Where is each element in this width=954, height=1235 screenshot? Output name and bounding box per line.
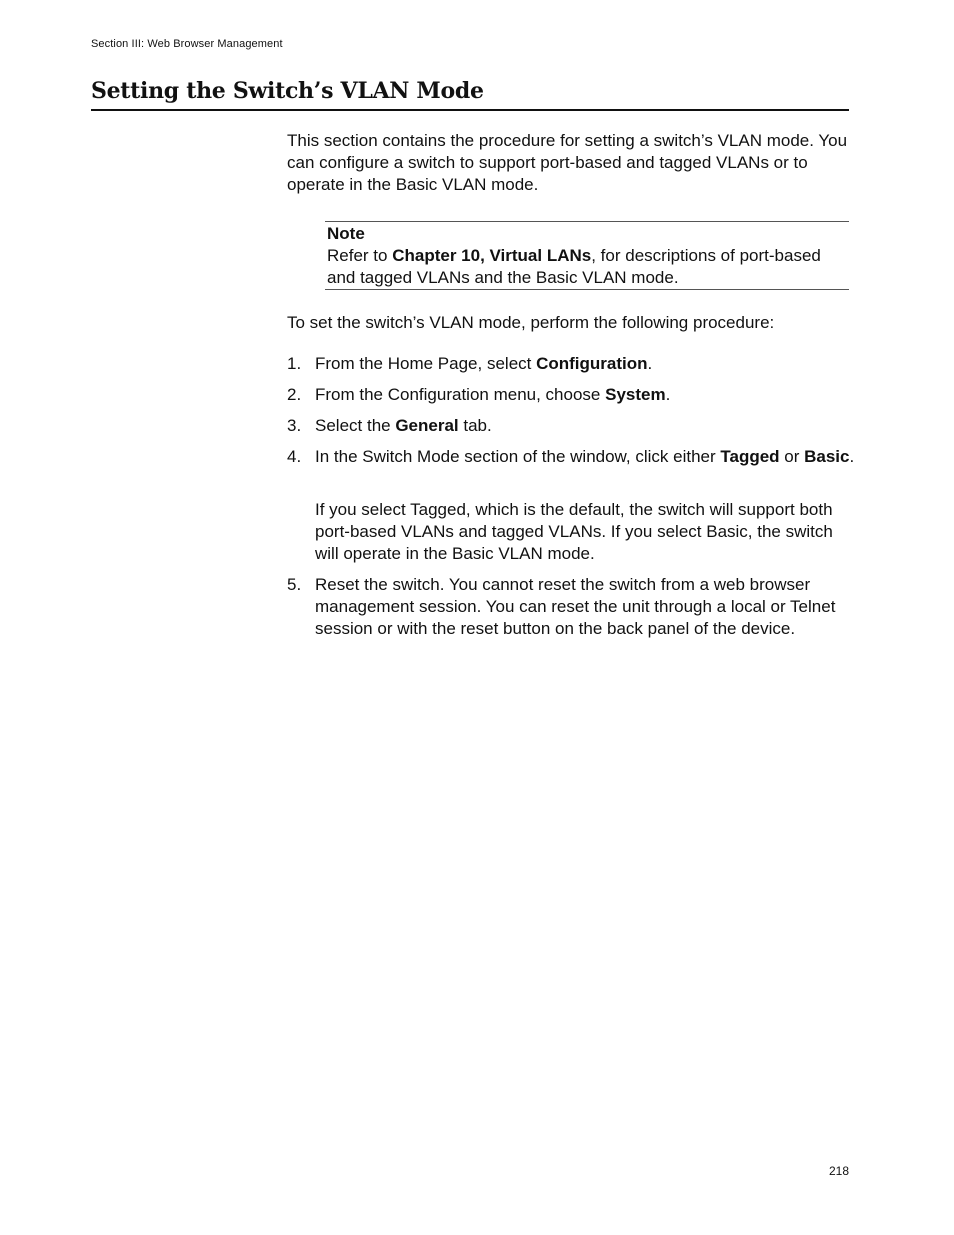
- menu-term: General: [395, 416, 459, 435]
- note-box: [325, 221, 849, 290]
- note-text: [327, 245, 849, 289]
- step-number: 2.: [287, 385, 302, 404]
- intro-paragraph: This section contains the procedure for setting a switch’s VLAN mode. You can configure a switch to support port-based and tagged VLANs or to operate in the Basic VLAN mode.: [287, 131, 848, 194]
- procedure-intro: To set the switch’s VLAN mode, perform the following procedure:: [287, 313, 775, 332]
- step-text-post: .: [647, 354, 653, 373]
- step-text-post: .: [849, 447, 855, 466]
- note-heading: Note: [327, 224, 365, 243]
- running-head: Section III: Web Browser Management: [91, 38, 283, 50]
- section-title: Setting the Switch’s VLAN Mode: [91, 78, 484, 104]
- title-rule: [91, 109, 849, 111]
- step-text-pre: Select the: [315, 416, 396, 435]
- step-number: 4.: [287, 447, 302, 466]
- menu-term: Basic: [804, 447, 850, 466]
- step-text-pre: From the Configuration menu, choose: [315, 385, 606, 404]
- step-text: [315, 384, 855, 406]
- step-number: 5.: [287, 575, 302, 594]
- menu-term: Configuration: [536, 354, 648, 373]
- step-text: [315, 446, 855, 468]
- step-number: 3.: [287, 416, 302, 435]
- step-text-pre: In the Switch Mode section of the window, click either: [315, 447, 721, 466]
- menu-term: Tagged: [720, 447, 780, 466]
- step-text-pre: From the Home Page, select: [315, 354, 537, 373]
- note-text-pre: Refer to: [327, 246, 393, 265]
- step-text: [315, 353, 855, 375]
- page-number: 218: [829, 1164, 850, 1178]
- step-number: 1.: [287, 354, 302, 373]
- step-text: [315, 415, 855, 437]
- step-text-post: .: [665, 385, 671, 404]
- step-text-post: tab.: [458, 416, 492, 435]
- step-text-mid: or: [779, 447, 805, 466]
- note-text-post: , for descriptions of port-based and tagged VLANs and the Basic VLAN mode.: [327, 246, 821, 287]
- menu-term: System: [605, 385, 666, 404]
- step-text: Reset the switch. You cannot reset the switch from a web browser management session. You can reset the unit through a local or Telnet session or with the reset button on the back panel of the device.: [315, 575, 836, 638]
- step-4-explanation: If you select Tagged, which is the default, the switch will support both port-based VLANs and tagged VLANs. If you select Basic, the switch will operate in the Basic VLAN mode.: [315, 500, 833, 563]
- chapter-reference: Chapter 10, Virtual LANs: [392, 246, 592, 265]
